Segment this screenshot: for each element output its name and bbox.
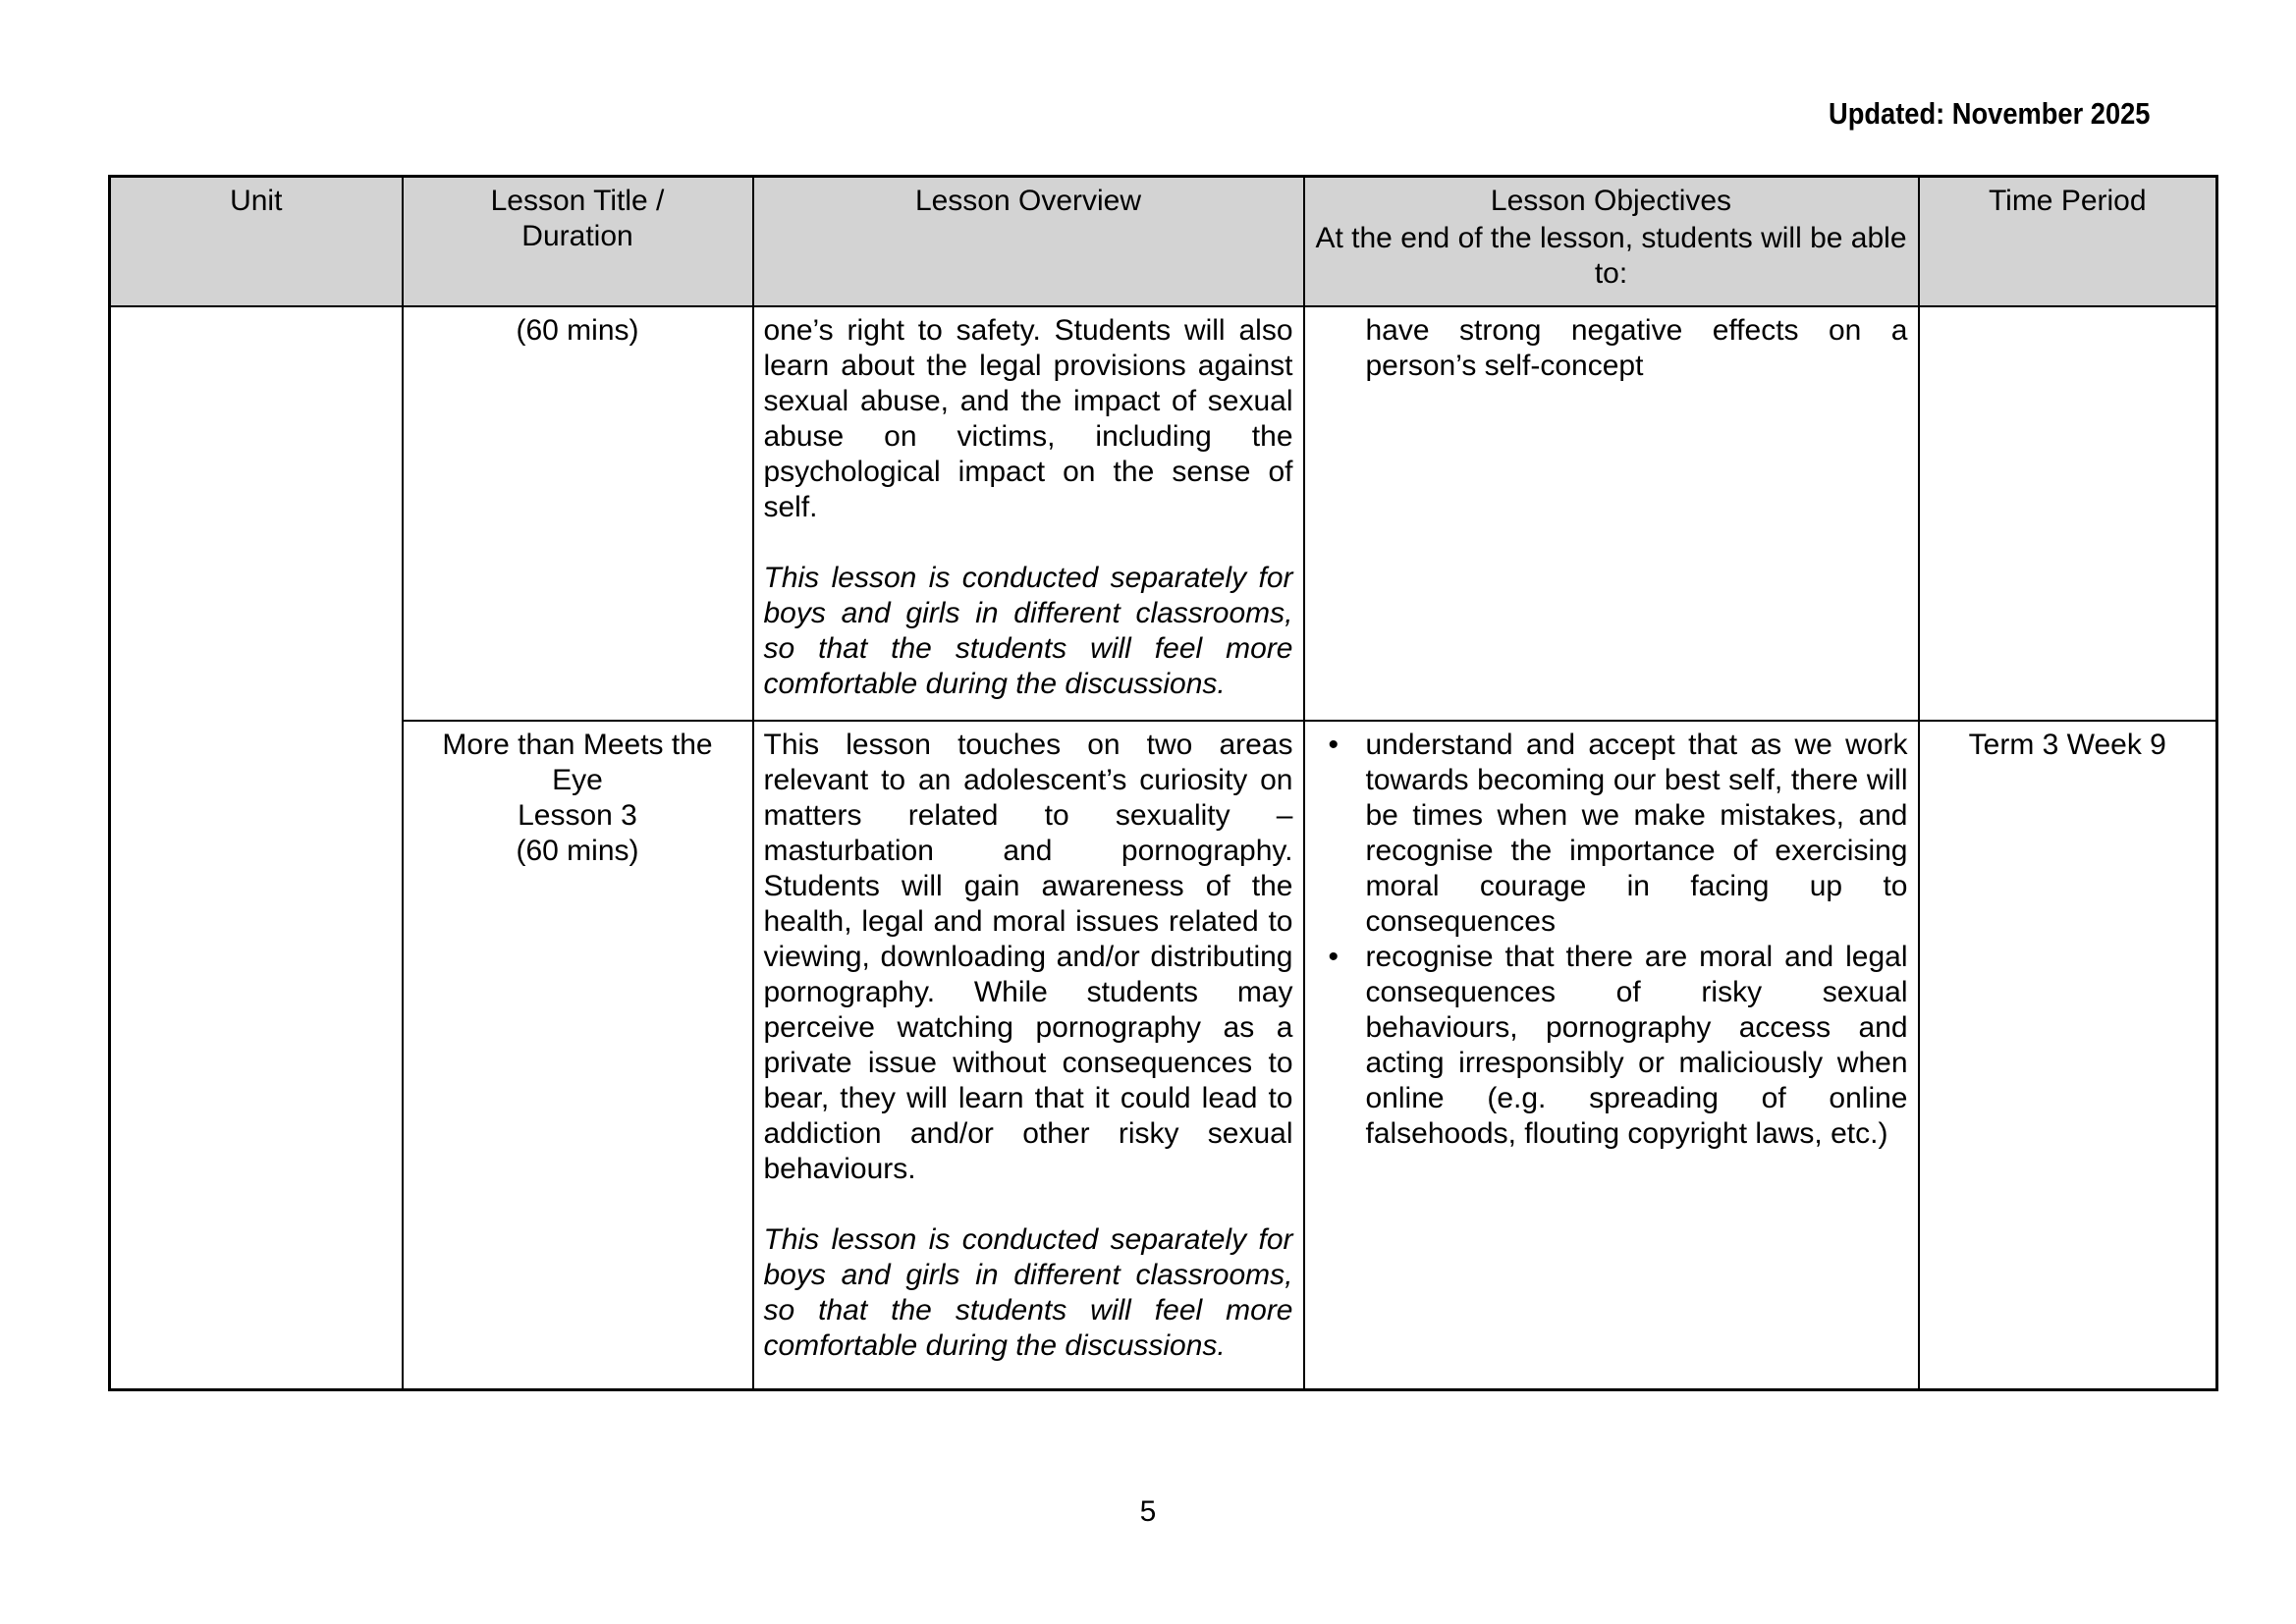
lesson-duration: (60 mins) — [516, 834, 639, 867]
lesson-number: Lesson 3 — [518, 798, 637, 832]
overview-note: This lesson is conducted separately for boys and girls in different classrooms, so that the students will feel more comfortable during the discussions. — [763, 561, 1293, 700]
lesson-overview-cell — [753, 721, 1304, 1390]
table-header-row — [110, 177, 2217, 306]
header-time-period: Time Period — [1919, 177, 2217, 306]
objective-text: understand and accept that as we work towards becoming our best self, there will be times when we make mistakes, and recognise the importance of exercising moral courage in facing up to consequences — [1365, 728, 1908, 938]
header-unit: Unit — [110, 177, 403, 306]
lesson-title-cell — [403, 306, 753, 721]
unit-cell — [110, 306, 403, 1390]
header-lesson-title-line2: Duration — [521, 220, 633, 252]
lesson-plan-table — [108, 175, 2218, 1391]
lesson-overview-cell — [753, 306, 1304, 721]
bullet-icon: • — [1328, 940, 1339, 973]
header-lesson-title — [403, 177, 753, 306]
time-period-cell: Term 3 Week 9 — [1919, 721, 2217, 1390]
overview-note: This lesson is conducted separately for boys and girls in different classrooms, so that the students will feel more comfortable during the discussions. — [763, 1222, 1293, 1362]
lesson-duration: (60 mins) — [516, 313, 639, 347]
table-row — [110, 721, 2217, 1390]
header-lesson-objectives-subtitle: At the end of the lesson, students will be able to: — [1315, 222, 1907, 290]
header-lesson-overview: Lesson Overview — [753, 177, 1304, 306]
header-lesson-objectives-title: Lesson Objectives — [1490, 185, 1732, 217]
updated-label: Updated: November 2025 — [1829, 96, 2151, 131]
objective-text: recognise that there are moral and legal consequences of risky sexual behaviours, pornography access and acting irresponsibly or maliciously when online (e.g. spreading of online falsehoods, flouting copyright laws, etc.) — [1365, 940, 1908, 1150]
header-lesson-objectives — [1304, 177, 1919, 306]
table-row — [110, 306, 2217, 721]
lesson-title: More than Meets the Eye — [442, 728, 713, 796]
objective-item — [1315, 728, 1908, 940]
lesson-objectives-cell — [1304, 306, 1919, 721]
bullet-icon: • — [1328, 728, 1339, 761]
time-period-cell — [1919, 306, 2217, 721]
objective-continuation: have strong negative effects on a person’s self-concept — [1365, 313, 1908, 382]
overview-paragraph: This lesson touches on two areas relevant to an adolescent’s curiosity on matters related to sexuality – masturbation and pornography. Students will gain awareness of the health, legal and moral issues related to viewing, downloading and/or distributing pornography. While students may perceive watching pornography as a private issue without consequences to bear, they will learn that it could lead to addiction and/or other risky sexual behaviours. — [763, 728, 1293, 1185]
objective-item — [1315, 940, 1908, 1152]
overview-paragraph: one’s right to safety. Students will also learn about the legal provisions against sexual abuse, and the impact of sexual abuse on victims, including the psychological impact on the sense of self. — [763, 313, 1293, 523]
lesson-title-cell — [403, 721, 753, 1390]
lesson-objectives-cell — [1304, 721, 1919, 1390]
header-lesson-title-line1: Lesson Title / — [490, 185, 665, 217]
page-number: 5 — [1139, 1495, 1157, 1528]
